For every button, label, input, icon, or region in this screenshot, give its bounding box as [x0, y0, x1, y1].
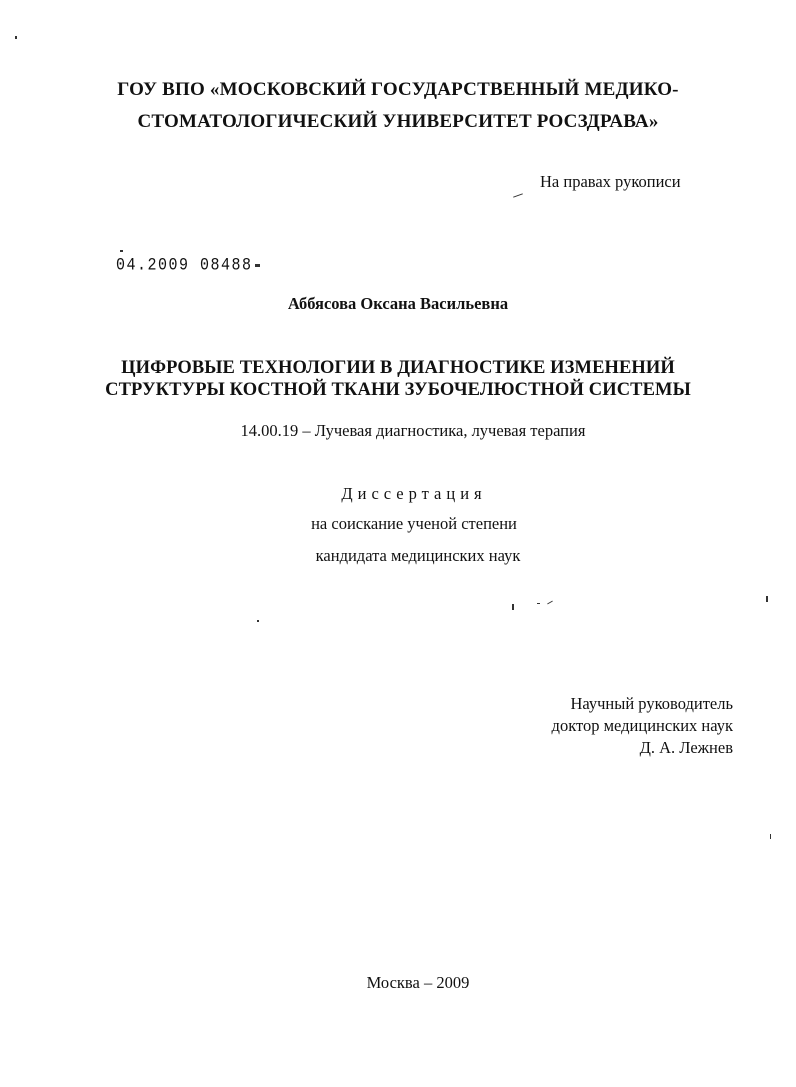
scan-speck	[766, 596, 768, 602]
scan-speck	[770, 834, 771, 839]
scan-speck	[255, 264, 260, 267]
degree-word: Диссертация	[341, 484, 487, 503]
manuscript-note: На правах рукописи	[540, 172, 681, 191]
supervisor-role: Научный руководитель	[570, 694, 733, 713]
institution-line-2: СТОМАТОЛОГИЧЕСКИЙ УНИВЕРСИТЕТ РОСЗДРАВА»	[137, 111, 659, 132]
title-line-1: ЦИФРОВЫЕ ТЕХНОЛОГИИ В ДИАГНОСТИКЕ ИЗМЕНЕНИЙ	[121, 358, 675, 378]
scan-speck	[537, 603, 540, 604]
specialty: 14.00.19 – Лучевая диагностика, лучевая терапия	[240, 421, 586, 440]
dissertation-title	[60, 357, 736, 401]
scan-speck	[547, 601, 553, 605]
author-name: Аббясова Оксана Васильевна	[287, 294, 509, 313]
scan-speck	[513, 193, 523, 197]
registration-code: 04.2009 08488	[116, 255, 253, 276]
supervisor-block	[420, 693, 733, 759]
degree-line-1: на соискание ученой степени	[311, 514, 517, 533]
city-year: Москва – 2009	[366, 973, 470, 992]
degree-line-2: кандидата медицинских наук	[315, 546, 521, 565]
supervisor-title: доктор медицинских наук	[551, 716, 733, 735]
scan-speck	[120, 250, 123, 252]
scan-speck	[512, 604, 514, 610]
institution-line-1: ГОУ ВПО «МОСКОВСКИЙ ГОСУДАРСТВЕННЫЙ МЕДИКО-	[117, 79, 679, 100]
supervisor-name: Д. А. Лежнев	[639, 738, 733, 757]
scan-speck	[257, 620, 259, 622]
scan-speck	[15, 36, 17, 39]
title-line-2: СТРУКТУРЫ КОСТНОЙ ТКАНИ ЗУБОЧЕЛЮСТНОЙ СИСТЕМЫ	[105, 380, 691, 400]
institution-header	[60, 74, 736, 138]
